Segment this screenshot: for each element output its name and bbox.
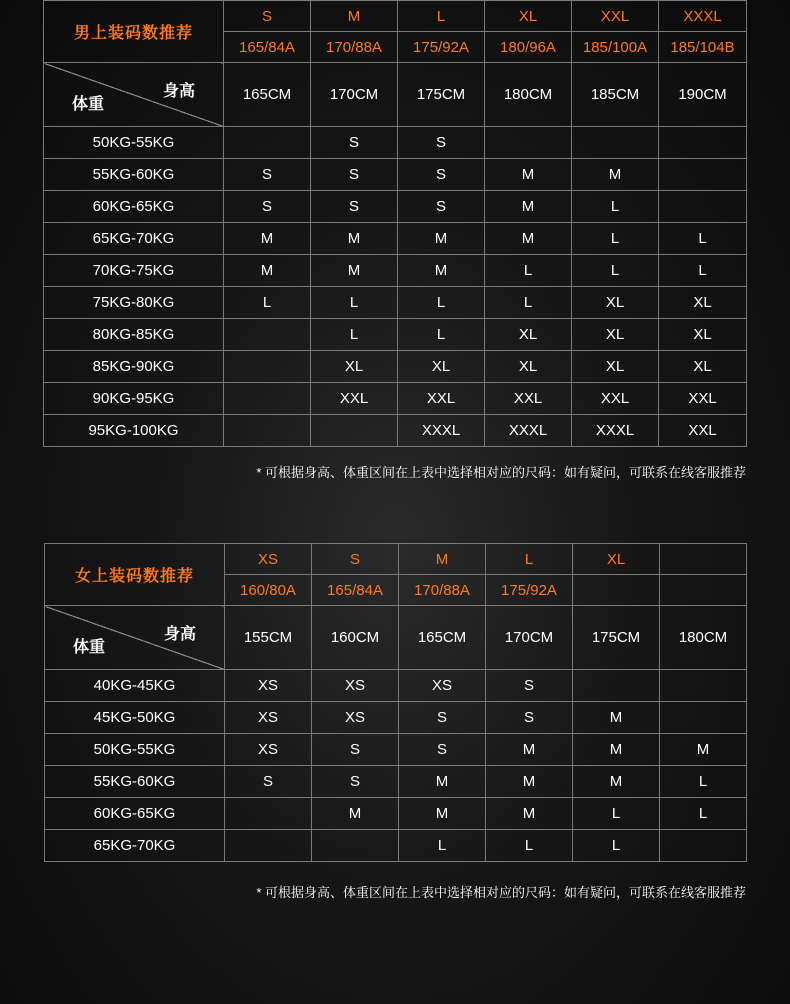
size-cell [224, 351, 311, 383]
size-cell: XL [485, 319, 572, 351]
size-cell [224, 319, 311, 351]
size-cell: S [486, 702, 573, 734]
size-cell: XS [399, 670, 486, 702]
size-cell: M [486, 734, 573, 766]
size-cell: L [573, 830, 660, 862]
table-row [44, 287, 747, 319]
height-axis-label: 身高 [163, 626, 196, 643]
size-row [44, 1, 747, 32]
size-cell: S [399, 734, 486, 766]
size-cell: M [311, 255, 398, 287]
height-label: 180CM [660, 606, 747, 670]
size-cell: XL [311, 351, 398, 383]
size-label: L [486, 544, 573, 575]
weight-range-label: 90KG-95KG [44, 383, 224, 415]
size-cell: L [486, 830, 573, 862]
height-label: 170CM [486, 606, 573, 670]
size-cell: M [399, 798, 486, 830]
spec-label: 185/104B [659, 32, 747, 63]
size-cell: XL [572, 319, 659, 351]
size-cell: L [572, 191, 659, 223]
size-cell: L [573, 798, 660, 830]
spec-label: 180/96A [485, 32, 572, 63]
table-row [45, 830, 747, 862]
size-cell: XL [398, 351, 485, 383]
spec-label: 170/88A [399, 575, 486, 606]
size-cell: M [398, 223, 485, 255]
table-row [44, 127, 747, 159]
size-cell: L [572, 255, 659, 287]
size-cell: S [398, 127, 485, 159]
size-label: XS [225, 544, 312, 575]
size-cell: XXXL [572, 415, 659, 447]
size-cell: S [398, 191, 485, 223]
size-cell: M [573, 734, 660, 766]
spec-label: 170/88A [311, 32, 398, 63]
size-cell: M [486, 798, 573, 830]
weight-range-label: 50KG-55KG [44, 127, 224, 159]
weight-range-label: 85KG-90KG [44, 351, 224, 383]
women-size-note: * 可根据身高、体重区间在上表中选择相对应的尺码：如有疑问，可联系在线客服推荐 [256, 885, 746, 900]
size-cell: XXL [659, 415, 747, 447]
height-label: 155CM [225, 606, 312, 670]
size-label: M [399, 544, 486, 575]
size-cell: M [485, 191, 572, 223]
size-cell [660, 670, 747, 702]
size-cell: M [311, 223, 398, 255]
size-cell: XXL [311, 383, 398, 415]
women-table-title: 女上装码数推荐 [45, 544, 225, 606]
size-cell [225, 830, 312, 862]
table-row [45, 702, 747, 734]
spec-label: 165/84A [312, 575, 399, 606]
size-row [45, 544, 747, 575]
table-row [45, 670, 747, 702]
size-label: M [311, 1, 398, 32]
size-cell: L [398, 319, 485, 351]
size-cell: XXXL [485, 415, 572, 447]
size-cell [311, 415, 398, 447]
height-label: 165CM [399, 606, 486, 670]
corner-header [45, 606, 225, 670]
weight-range-label: 75KG-80KG [44, 287, 224, 319]
size-cell: M [485, 159, 572, 191]
size-label: XL [573, 544, 660, 575]
weight-range-label: 80KG-85KG [44, 319, 224, 351]
table-row [44, 223, 747, 255]
size-cell [660, 702, 747, 734]
size-cell [659, 127, 747, 159]
table-row [44, 383, 747, 415]
size-cell: XXL [398, 383, 485, 415]
size-cell: XL [659, 287, 747, 319]
size-label: XXL [572, 1, 659, 32]
height-label: 175CM [398, 63, 485, 127]
table-row [44, 319, 747, 351]
size-cell [225, 798, 312, 830]
spec-label [573, 575, 660, 606]
table-row [45, 766, 747, 798]
men-size-note: * 可根据身高、体重区间在上表中选择相对应的尺码：如有疑问，可联系在线客服推荐 [256, 465, 746, 480]
table-row [44, 159, 747, 191]
size-cell: L [659, 223, 747, 255]
size-cell [660, 830, 747, 862]
size-cell: S [486, 670, 573, 702]
height-label: 175CM [573, 606, 660, 670]
size-cell: XXL [659, 383, 747, 415]
size-label: XL [485, 1, 572, 32]
height-label: 185CM [572, 63, 659, 127]
size-cell: L [311, 287, 398, 319]
weight-range-label: 95KG-100KG [44, 415, 224, 447]
size-cell: S [312, 766, 399, 798]
size-cell [485, 127, 572, 159]
size-cell [659, 191, 747, 223]
height-label: 160CM [312, 606, 399, 670]
corner-header [44, 63, 224, 127]
table-row [44, 351, 747, 383]
size-cell [572, 127, 659, 159]
weight-range-label: 40KG-45KG [45, 670, 225, 702]
size-cell: M [399, 766, 486, 798]
spec-label: 165/84A [224, 32, 311, 63]
size-label: S [224, 1, 311, 32]
size-cell: S [224, 191, 311, 223]
size-cell: L [660, 798, 747, 830]
height-row [44, 63, 747, 127]
size-cell: S [225, 766, 312, 798]
height-label: 190CM [659, 63, 747, 127]
table-row [45, 798, 747, 830]
size-cell: XXXL [398, 415, 485, 447]
size-cell: L [224, 287, 311, 319]
weight-range-label: 60KG-65KG [44, 191, 224, 223]
size-label: S [312, 544, 399, 575]
size-cell: M [573, 702, 660, 734]
weight-range-label: 65KG-70KG [45, 830, 225, 862]
weight-range-label: 65KG-70KG [44, 223, 224, 255]
size-cell: XL [485, 351, 572, 383]
size-cell: XS [225, 670, 312, 702]
size-cell: M [660, 734, 747, 766]
size-cell: M [224, 255, 311, 287]
weight-range-label: 45KG-50KG [45, 702, 225, 734]
size-label: XXXL [659, 1, 747, 32]
size-cell [659, 159, 747, 191]
spec-label [660, 575, 747, 606]
size-cell: L [572, 223, 659, 255]
size-cell: S [399, 702, 486, 734]
size-label [660, 544, 747, 575]
height-axis-label: 身高 [162, 83, 195, 100]
size-cell: M [312, 798, 399, 830]
size-cell: XS [225, 702, 312, 734]
height-row [45, 606, 747, 670]
weight-range-label: 70KG-75KG [44, 255, 224, 287]
size-cell [224, 127, 311, 159]
weight-range-label: 50KG-55KG [45, 734, 225, 766]
weight-range-label: 60KG-65KG [45, 798, 225, 830]
size-cell: L [660, 766, 747, 798]
table-row [44, 191, 747, 223]
size-cell: S [311, 191, 398, 223]
size-cell: L [399, 830, 486, 862]
size-cell: XL [659, 351, 747, 383]
size-cell [224, 415, 311, 447]
spec-label: 185/100A [572, 32, 659, 63]
table-row [44, 415, 747, 447]
size-cell: S [311, 127, 398, 159]
size-cell: L [485, 287, 572, 319]
spec-label: 175/92A [486, 575, 573, 606]
size-cell: S [311, 159, 398, 191]
size-cell: S [398, 159, 485, 191]
size-cell: XL [572, 287, 659, 319]
size-cell: M [573, 766, 660, 798]
size-cell: M [398, 255, 485, 287]
table-row [45, 734, 747, 766]
size-cell: XS [312, 702, 399, 734]
size-cell: S [312, 734, 399, 766]
size-cell: XXL [485, 383, 572, 415]
size-cell: L [485, 255, 572, 287]
size-cell [224, 383, 311, 415]
weight-range-label: 55KG-60KG [44, 159, 224, 191]
size-cell: L [398, 287, 485, 319]
size-cell: XS [225, 734, 312, 766]
size-cell [312, 830, 399, 862]
weight-axis-label: 体重 [73, 639, 106, 656]
weight-range-label: 55KG-60KG [45, 766, 225, 798]
spec-label: 160/80A [225, 575, 312, 606]
women-size-table [44, 543, 747, 862]
height-label: 165CM [224, 63, 311, 127]
size-cell: S [224, 159, 311, 191]
size-cell: M [486, 766, 573, 798]
height-label: 180CM [485, 63, 572, 127]
size-cell: M [485, 223, 572, 255]
size-cell: L [311, 319, 398, 351]
men-size-table [43, 0, 747, 447]
table-row [44, 255, 747, 287]
size-cell: L [659, 255, 747, 287]
size-cell: XS [312, 670, 399, 702]
size-cell: XL [572, 351, 659, 383]
weight-axis-label: 体重 [72, 96, 105, 113]
men-table-title: 男上装码数推荐 [44, 1, 224, 63]
height-label: 170CM [311, 63, 398, 127]
size-cell [573, 670, 660, 702]
size-label: L [398, 1, 485, 32]
size-cell: M [572, 159, 659, 191]
size-cell: M [224, 223, 311, 255]
size-cell: XL [659, 319, 747, 351]
spec-label: 175/92A [398, 32, 485, 63]
size-cell: XXL [572, 383, 659, 415]
